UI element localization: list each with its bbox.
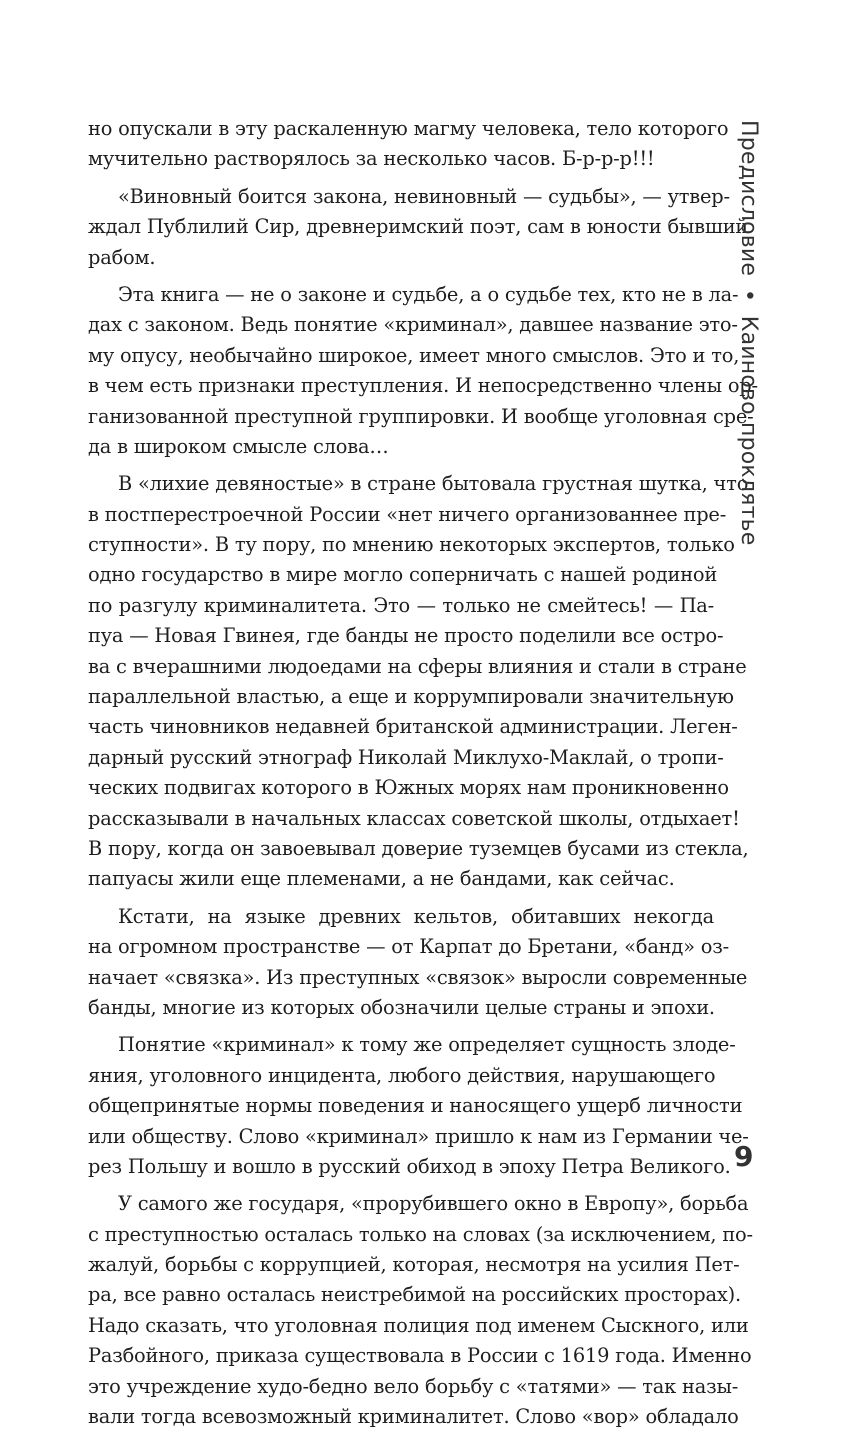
text-line: мучительно растворялось за несколько часов. Б-р-р-р!!! <box>88 147 655 171</box>
text-line: одно государство в мире могло соперничать с нашей родиной <box>88 563 718 587</box>
text-line: Надо сказать, что уголовная полиция под именем Сыскного, или <box>88 1313 749 1337</box>
text-line: «Виновный боится закона, невиновный — судьбы», — утвер- <box>118 184 730 208</box>
text-line: или обществу. Слово «криминал» пришло к нам из Германии че- <box>88 1124 749 1148</box>
running-head-section: Предисловие <box>736 120 761 277</box>
text-line: да в широком смысле слова… <box>88 434 389 458</box>
paragraph <box>88 182 749 273</box>
text-line: Разбойного, приказа существовала в России с 1619 года. Именно <box>88 1344 752 1368</box>
text-line: папуасы жили еще племенами, а не бандами, как сейчас. <box>88 867 675 891</box>
text-line: дах с законом. Ведь понятие «криминал», давшее название это- <box>88 313 738 337</box>
text-line: Понятие «криминал» к тому же определяет сущность злоде- <box>118 1033 736 1057</box>
text-line: жалуй, борьбы с коррупцией, которая, несмотря на усилия Пет- <box>88 1253 740 1277</box>
text-line: банды, многие из которых обозначили целые страны и эпохи. <box>88 995 715 1019</box>
paragraph <box>88 1030 749 1182</box>
text-line: яния, уголовного инцидента, любого действия, нарушающего <box>88 1063 716 1087</box>
text-line: но опускали в эту раскаленную магму человека, тело которого <box>88 117 729 140</box>
text-line: общепринятые нормы поведения и наносящего ущерб личности <box>88 1094 743 1118</box>
text-line: ческих подвигах которого в Южных морях нам проникновенно <box>88 776 729 800</box>
text-line: Кстати, на языке древних кельтов, обитавших некогда <box>118 904 714 928</box>
text-line: му опусу, необычайно широкое, имеет много смыслов. Это и то, <box>88 343 740 367</box>
text-line: параллельной властью, а еще и коррумпировали значительную <box>88 685 734 709</box>
text-line: ганизованной преступной группировки. И вообще уголовная сре- <box>88 404 754 428</box>
text-line: в чем есть признаки преступления. И непосредственно члены ор- <box>88 374 758 398</box>
text-line: Эта книга — не о законе и судьбе, а о судьбе тех, кто не в ла- <box>118 282 739 306</box>
text-line: с преступностью осталась только на словах (за исключением, по- <box>88 1222 753 1246</box>
text-line: В «лихие девяностые» в стране бытовала грустная шутка, что <box>118 472 749 496</box>
text-line: это учреждение худо-бедно вело борьбу с «татями» — так назы- <box>88 1374 739 1398</box>
text-line: вали тогда всевозможный криминалитет. Слово «вор» обладало <box>88 1405 739 1429</box>
text-line: рассказывали в начальных классах советской школы, отдыхает! <box>88 806 740 830</box>
text-line: рабом. <box>88 245 156 269</box>
text-line: начает «связка». Из преступных «связок» выросли современные <box>88 965 748 989</box>
text-line: пуа — Новая Гвинея, где банды не просто поделили все остро- <box>88 624 724 648</box>
text-line: по разгулу криминалитета. Это — только не смейтесь! — Па- <box>88 593 714 617</box>
running-head-chapter: Каиново проклятье <box>736 315 761 546</box>
paragraph <box>88 469 749 894</box>
text-line: ждал Публилий Сир, древнеримский поэт, сам в юности бывший <box>88 215 749 239</box>
paragraph <box>88 902 748 1024</box>
page-number: 9 <box>734 1140 754 1173</box>
text-line: рез Польшу и вошло в русский обиход в эпоху Петра Великого. <box>88 1154 731 1178</box>
text-line: часть чиновников недавней британской администрации. Леген- <box>88 715 738 739</box>
paragraph <box>88 114 729 175</box>
running-head <box>736 120 761 546</box>
text-line: ступности». В ту пору, по мнению некоторых экспертов, только <box>88 533 735 557</box>
text-line: У самого же государя, «прорубившего окно в Европу», борьба <box>118 1192 749 1216</box>
running-head-separator: • <box>736 289 761 303</box>
text-line: на огромном пространстве — от Карпат до Бретани, «банд» оз- <box>88 935 729 959</box>
text-line: дарный русский этнограф Николай Миклухо-Маклай, о тропи- <box>88 745 724 769</box>
text-line: ва с вчерашними людоедами на сферы влияния и стали в стране <box>88 654 747 678</box>
text-line: ра, все равно осталась неистребимой на российских просторах). <box>88 1283 741 1307</box>
text-line: в постперестроечной России «нет ничего организованнее пре- <box>88 502 727 526</box>
text-line: В пору, когда он завоевывал доверие туземцев бусами из стекла, <box>88 836 749 860</box>
